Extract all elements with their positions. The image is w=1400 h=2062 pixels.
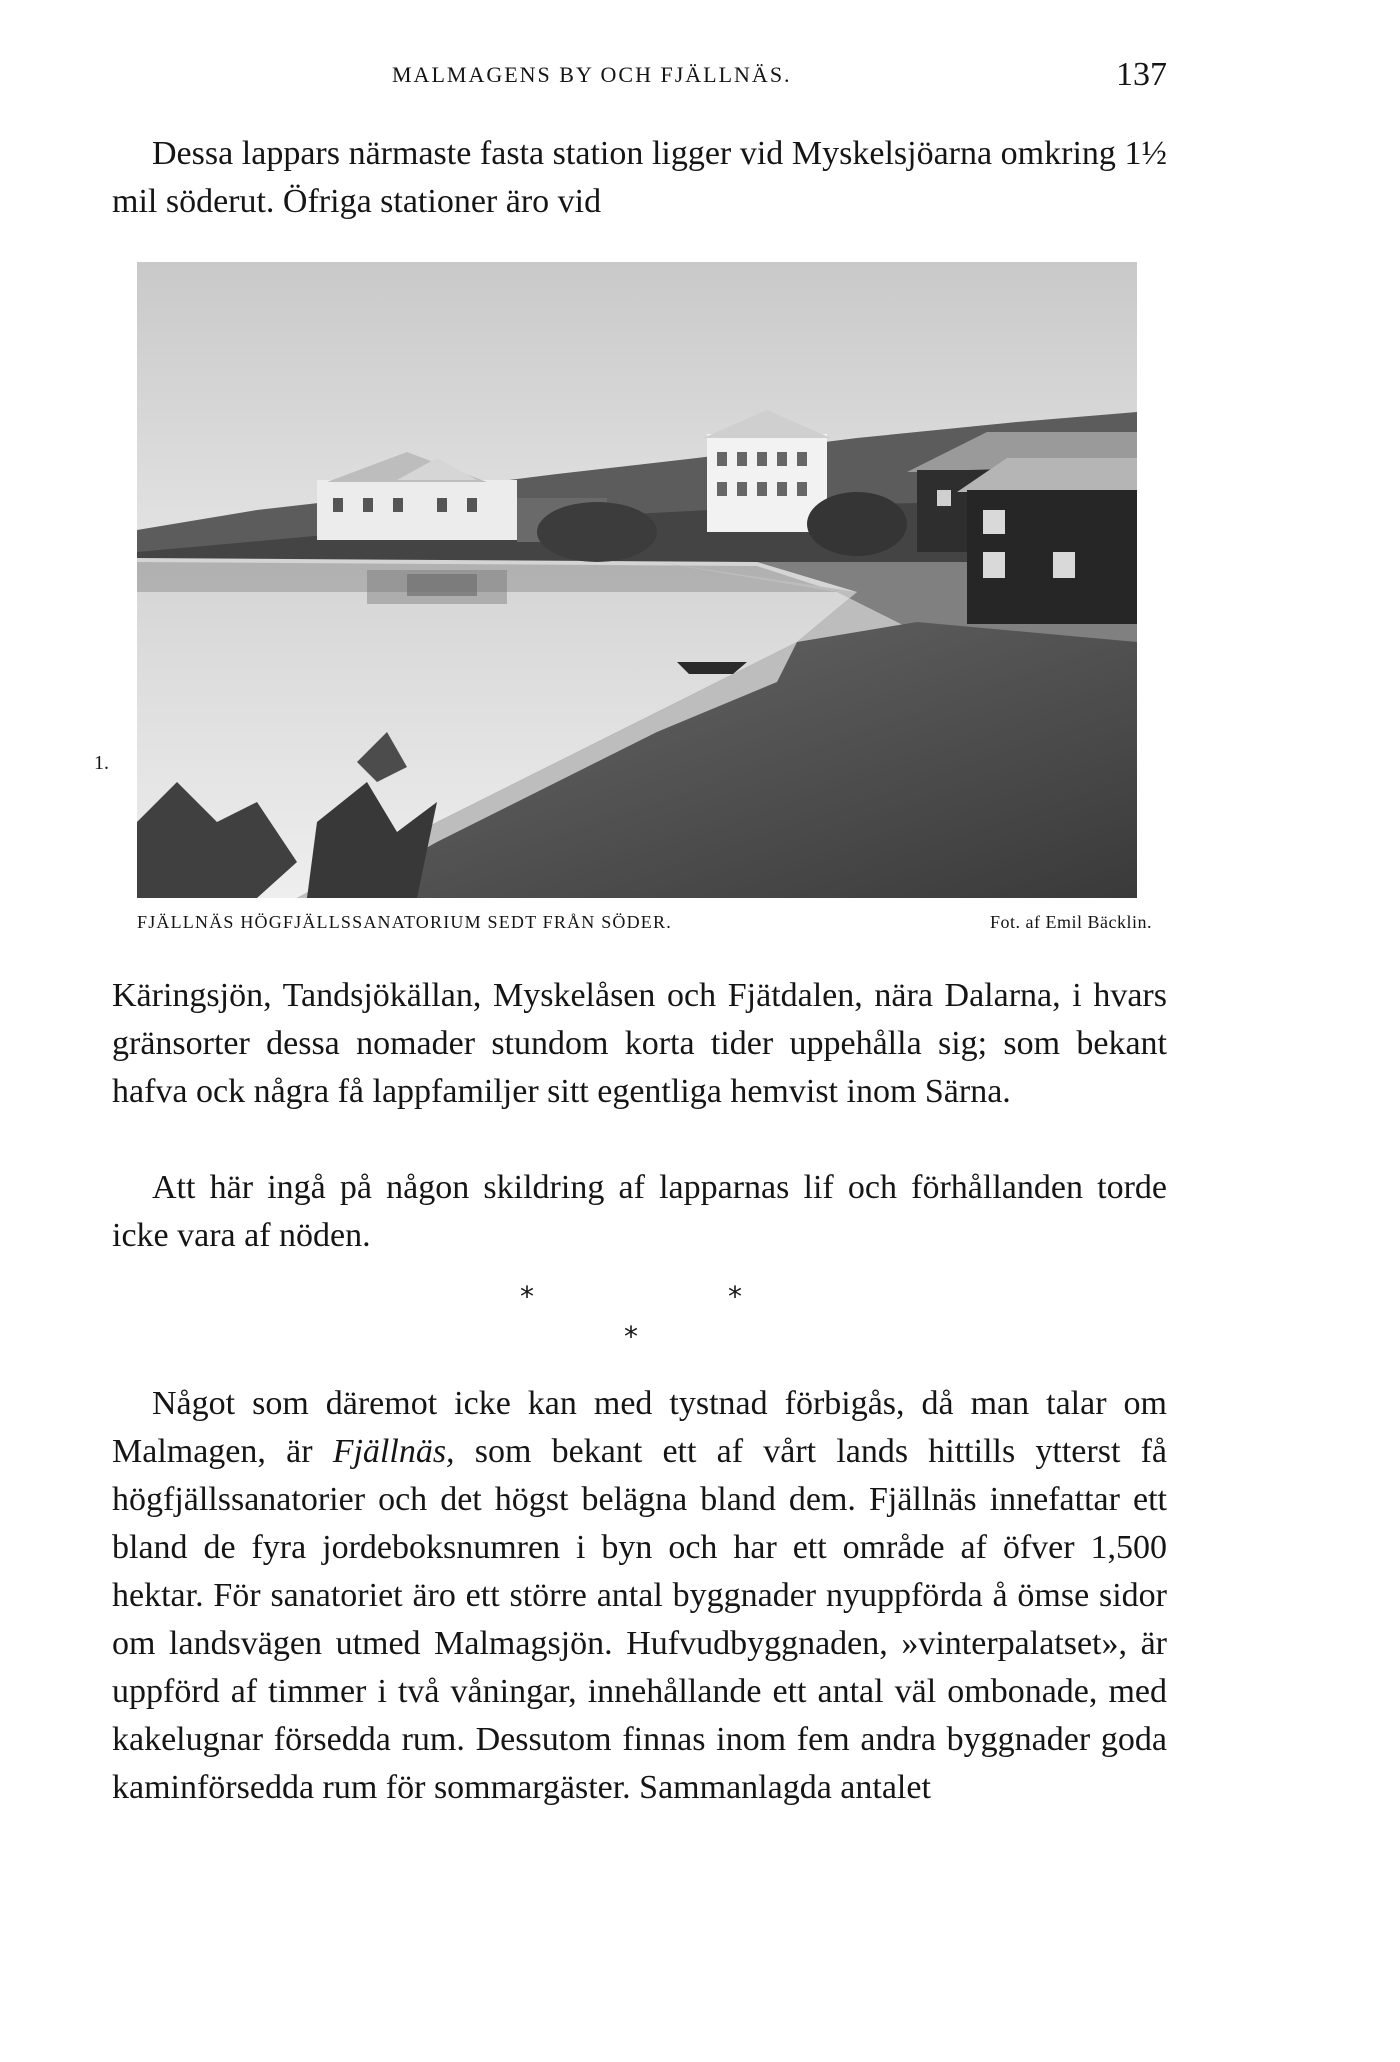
caption-credit: Fot. af Emil Bäcklin. bbox=[990, 912, 1152, 932]
paragraph-third-start: Något som däremot icke kan med tystnad förbigås, då man talar om Malmagen, är bbox=[112, 1385, 1167, 1470]
emphasis-fjallnas: Fjällnäs, bbox=[332, 1433, 455, 1470]
page-number: 137 bbox=[1116, 56, 1167, 93]
asterisk-center: * bbox=[624, 1320, 638, 1353]
running-head bbox=[112, 58, 1167, 98]
caption-title: FJÄLLNÄS HÖGFJÄLLSSANATORIUM SEDT FRÅN SÖDER. bbox=[137, 912, 672, 932]
paragraph-third bbox=[112, 1380, 1167, 1812]
margin-mark: 1. bbox=[94, 752, 109, 774]
photograph-drawing bbox=[137, 262, 1137, 898]
running-title: MALMAGENS BY OCH FJÄLLNÄS. bbox=[392, 62, 792, 87]
asterism-divider bbox=[0, 1280, 1400, 1353]
figure-caption bbox=[137, 912, 1152, 942]
asterisk-right: * bbox=[728, 1280, 742, 1313]
paragraph-continued: Käringsjön, Tandsjökällan, Myskelåsen och Fjätdalen, nära Dalarna, i hvars gränsorter dessa nomader stundom korta tider uppehålla sig; som bekant hafva ock några få lappfamiljer sitt egentliga hemvist inom Särna. bbox=[112, 977, 1167, 1110]
paragraph-second: Att här ingå på någon skildring af lapparnas lif och förhållanden torde icke vara af nöden. bbox=[112, 1169, 1167, 1254]
paragraph-top: Dessa lappars närmaste fasta station ligger vid Myskelsjöarna omkring 1½ mil söderut. Öfriga stationer äro vid bbox=[112, 135, 1167, 220]
asterisk-left: * bbox=[520, 1280, 534, 1313]
paragraph-third-rest: som bekant ett af vårt lands hittills ytterst få högfjällssanatorier och det högst belägna bland dem. Fjällnäs innefattar ett bland de fyra jordeboksnumren i byn och har ett område af öfver 1,500 hektar. För sanatoriet äro ett större antal byggnader nyuppförda å ömse sidor om landsvägen utmed Malmagsjön. Hufvudbyggnaden, »vinterpalatset», är uppförd af timmer i två våningar, innehållande ett antal väl ombonade, med kakelugnar försedda rum. Dessutom finnas inom fem andra byggnader goda kaminförsedda rum för sommargäster. Sammanlagda antalet bbox=[112, 1433, 1168, 1806]
photograph-sanatorium bbox=[137, 262, 1137, 898]
